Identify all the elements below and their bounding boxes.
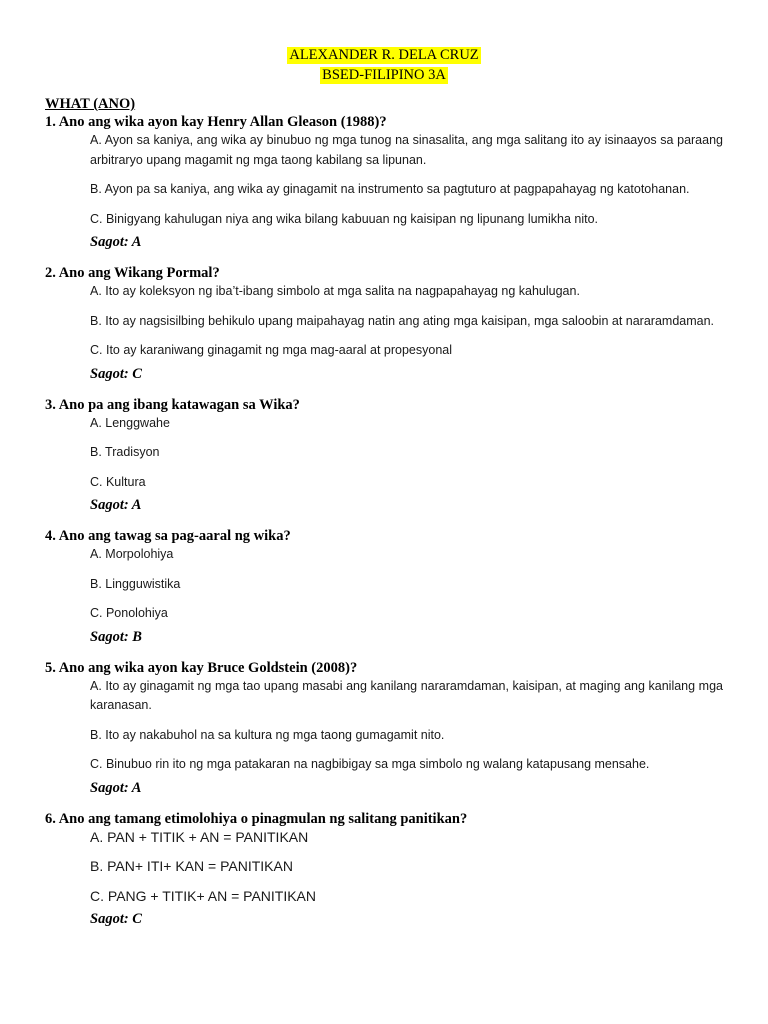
answer: Sagot: B [90, 628, 142, 645]
answer: Sagot: A [90, 779, 142, 796]
question-text: 2. Ano ang Wikang Pormal? [45, 265, 220, 281]
option-a: A. Lenggwahe [90, 415, 170, 430]
option-b: B. PAN+ ITI+ KAN = PANITIKAN [90, 858, 293, 874]
author-name: ALEXANDER R. DELA CRUZ [289, 47, 479, 63]
options-list [90, 282, 723, 383]
options-list [90, 677, 723, 797]
option-a: A. Morpolohiya [90, 547, 174, 561]
option-c: C. Binigyang kahulugan niya ang wika bilang kabuuan ng kaisipan ng lipunang lumikha nito. [90, 211, 598, 226]
answer: Sagot: A [90, 234, 142, 250]
question-text: 1. Ano ang wika ayon kay Henry Allan Gleason (1988)? [45, 114, 387, 130]
option-a: A. PAN + TITIK + AN = PANITIKAN [90, 828, 309, 845]
options-list [90, 545, 723, 646]
option-c: C. Binubuo rin ito ng mga patakaran na nagbibigay sa mga simbolo ng walang katapusang mensahe. [90, 757, 650, 771]
answer: Sagot: C [90, 911, 142, 927]
question-text: 4. Ano ang tawag sa pag-aaral ng wika? [45, 528, 291, 544]
question-text: 3. Ano pa ang ibang katawagan sa Wika? [45, 396, 300, 413]
option-c: C. PANG + TITIK+ AN = PANITIKAN [90, 887, 317, 904]
options-list [90, 828, 723, 929]
question-block [45, 659, 725, 797]
question-text: 5. Ano ang wika ayon kay Bruce Goldstein (2008)? [45, 659, 358, 676]
question-block [45, 527, 725, 646]
options-list [90, 131, 723, 251]
document-header [0, 0, 768, 86]
option-b: B. Lingguwistika [90, 576, 181, 591]
option-b: B. Ito ay nakabuhol na sa kultura ng mga taong gumagamit nito. [90, 727, 445, 742]
option-c: C. Ito ay karaniwang ginagamit ng mga mag-aaral at propesyonal [90, 343, 453, 357]
question-block [45, 264, 725, 383]
option-c: C. Ponolohiya [90, 606, 168, 620]
option-c: C. Kultura [90, 474, 146, 489]
option-a: A. Ayon sa kaniya, ang wika ay binubuo ng mga tunog na sinasalita, ang mga salitang ito ay isinaayos sa paraang arbitraryo upang magamit ng mga taong kabilang sa lipunan. [90, 133, 723, 167]
course-section: BSED-FILIPINO 3A [322, 67, 446, 83]
section-title: WHAT (ANO) [45, 96, 136, 112]
answer: Sagot: C [90, 365, 142, 382]
option-b: B. Ayon pa sa kaniya, ang wika ay ginagamit na instrumento sa pagtuturo at pagpapahayag ng katotohanan. [90, 182, 690, 196]
option-b: B. Ito ay nagsisilbing behikulo upang maipahayag natin ang ating mga kaisipan, mga saloobin at nararamdaman. [90, 313, 715, 328]
option-b: B. Tradisyon [90, 445, 160, 459]
option-a: A. Ito ay ginagamit ng mga tao upang masabi ang kanilang nararamdaman, kaisipan, at maging ang kanilang mga karanasan. [90, 678, 723, 712]
quiz-content [45, 95, 725, 941]
options-list [90, 414, 723, 515]
question-block [45, 396, 725, 515]
question-block [45, 810, 725, 929]
question-block [45, 113, 725, 251]
question-text: 6. Ano ang tamang etimolohiya o pinagmulan ng salitang panitikan? [45, 810, 468, 827]
answer: Sagot: A [90, 497, 142, 513]
option-a: A. Ito ay koleksyon ng iba’t-ibang simbolo at mga salita na nagpapahayag ng kahulugan. [90, 284, 580, 298]
